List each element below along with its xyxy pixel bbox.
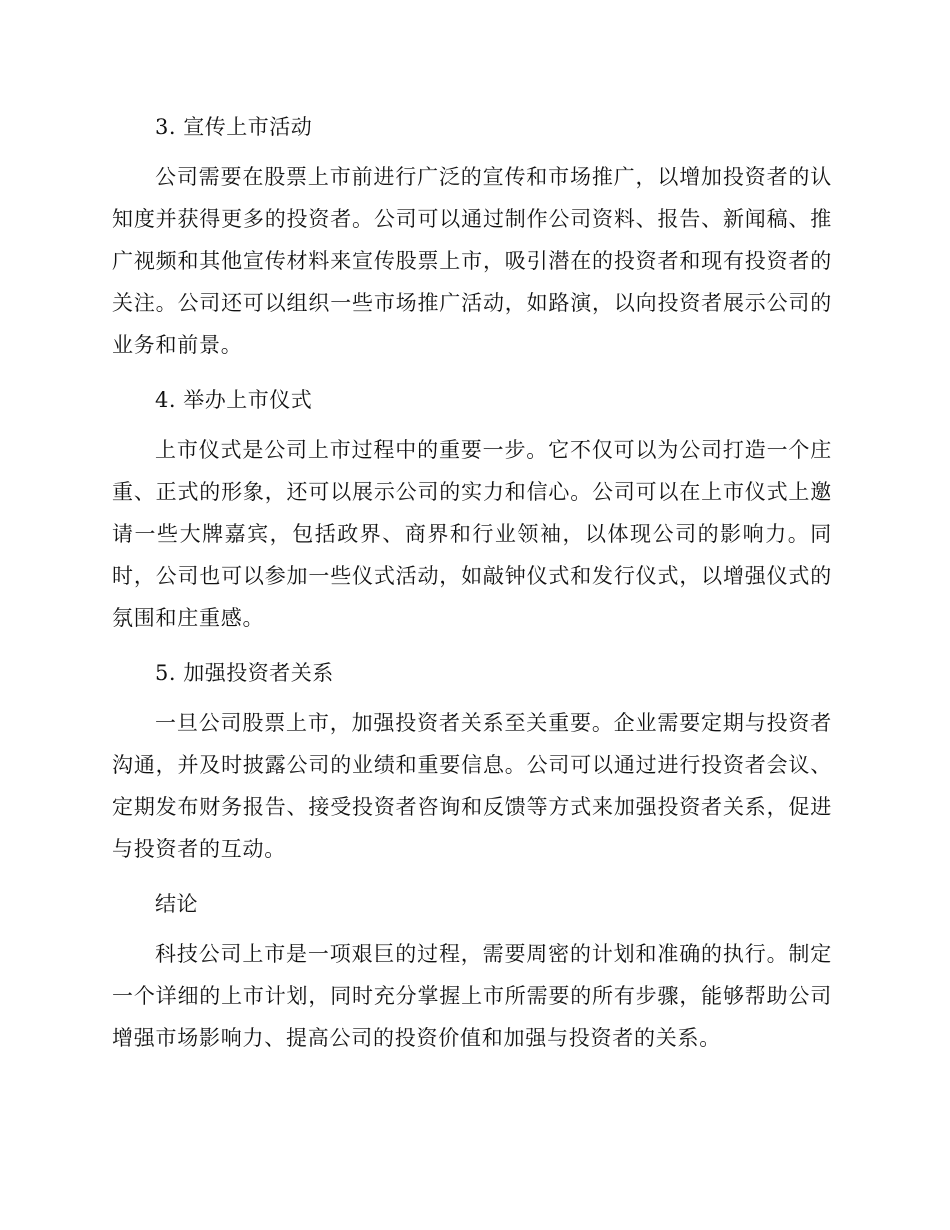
section-heading-ceremony: 4. 举办上市仪式 xyxy=(155,388,313,412)
section-heading-conclusion: 结论 xyxy=(155,892,198,916)
section-paragraph-investor-relations: 一旦公司股票上市，加强投资者关系至关重要。企业需要定期与投资者沟通，并及时披露公司的业绩和重要信息。公司可以通过进行投资者会议、定期发布财务报告、接受投资者咨询和反馈等方式来加强投资者关系，促进与投资者的互动。 xyxy=(112,711,832,861)
document-body xyxy=(112,106,832,1072)
section-paragraph-publicity: 公司需要在股票上市前进行广泛的宣传和市场推广，以增加投资者的认知度并获得更多的投资者。公司可以通过制作公司资料、报告、新闻稿、推广视频和其他宣传材料来宣传股票上市，吸引潜在的投资者和现有投资者的关注。公司还可以组织一些市场推广活动，如路演，以向投资者展示公司的业务和前景。 xyxy=(112,165,832,357)
section-heading-publicity: 3. 宣传上市活动 xyxy=(155,115,313,139)
section-paragraph-conclusion: 科技公司上市是一项艰巨的过程，需要周密的计划和准确的执行。制定一个详细的上市计划，同时充分掌握上市所需要的所有步骤，能够帮助公司增强市场影响力、提高公司的投资价值和加强与投资者的关系。 xyxy=(112,942,832,1050)
section-heading-investor-relations: 5. 加强投资者关系 xyxy=(155,661,334,685)
section-paragraph-ceremony: 上市仪式是公司上市过程中的重要一步。它不仅可以为公司打造一个庄重、正式的形象，还可以展示公司的实力和信心。公司可以在上市仪式上邀请一些大牌嘉宾，包括政界、商界和行业领袖，以体现公司的影响力。同时，公司也可以参加一些仪式活动，如敲钟仪式和发行仪式，以增强仪式的氛围和庄重感。 xyxy=(112,438,832,630)
